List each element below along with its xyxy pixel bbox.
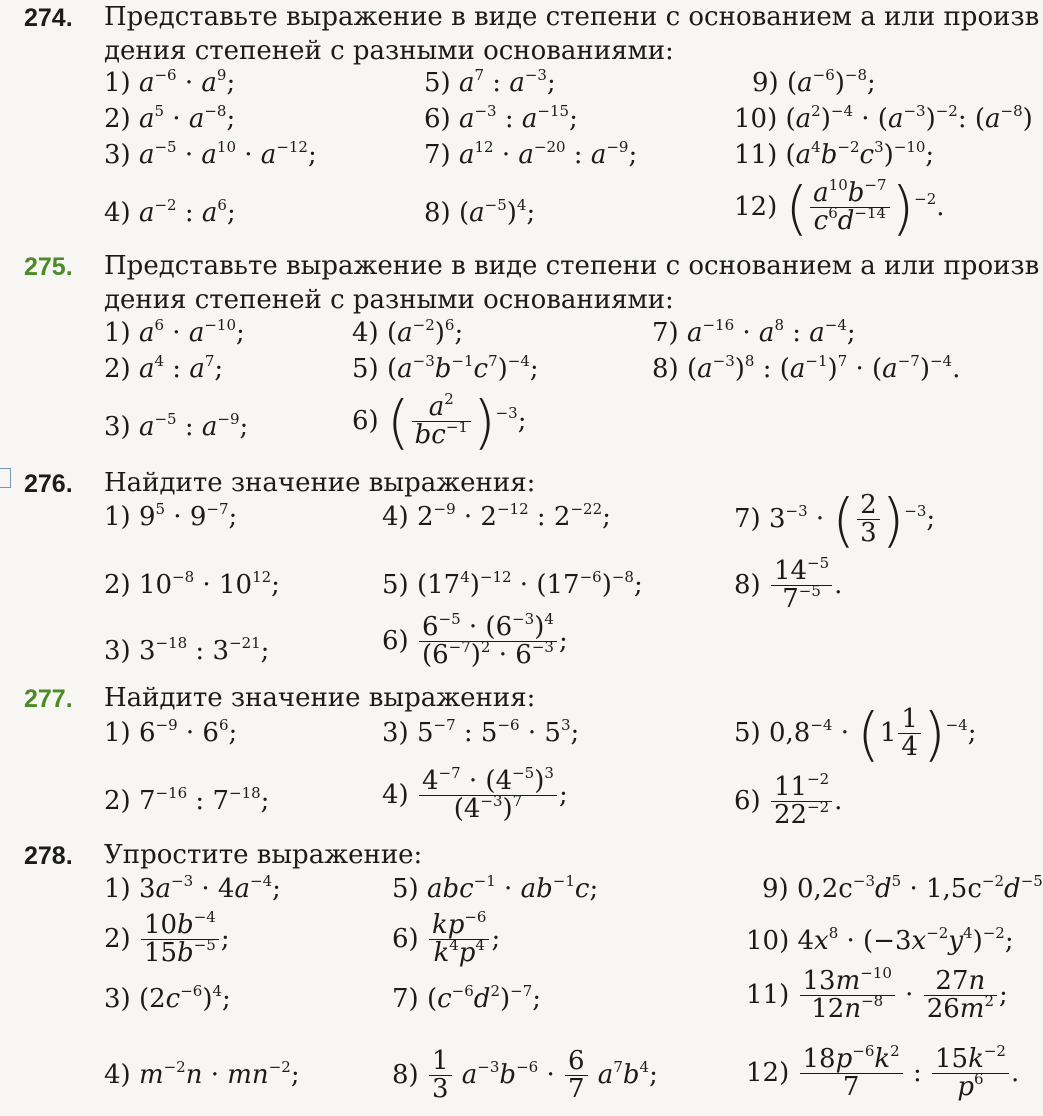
expr-278-4: 4) $m^{-2}n \cdot mn^{-2}$; <box>104 1058 300 1090</box>
expr-274-8: 8) $(a^{-5})^4$; <box>424 196 536 228</box>
problem-number-276: 276. <box>24 470 73 498</box>
problem-number-274: 274. <box>24 4 73 32</box>
problem-275-title-line1: Представьте выражение в виде степени с основанием a или произв <box>104 251 1040 281</box>
expr-275-8: 8) $(a^{-3})^8$ : $(a^{-1})^7 \cdot (a^{-7})^{-4}$. <box>652 352 961 384</box>
expr-275-3: 3) $a^{-5}$ : $a^{-9}$; <box>104 410 249 442</box>
expr-275-6: 6) ( $\frac{a^2}{bc^{-1}}$ )$^{-3}$; <box>352 387 527 456</box>
expr-274-11: 11) $(a^4b^{-2}c^3)^{-10}$; <box>734 138 935 170</box>
expr-278-10: 10) $4x^8 \cdot (-3x^{-2}y^4)^{-2}$; <box>746 924 1014 956</box>
expr-276-5: 5) $(17^4)^{-12} \cdot (17^{-6})^{-8}$; <box>382 568 643 600</box>
expr-276-3: 3) $3^{-18}$ : $3^{-21}$; <box>104 634 270 666</box>
problem-277-title: Найдите значение выражения: <box>104 683 536 713</box>
problem-274-title-line1: Представьте выражение в виде степени с основанием a или произв <box>104 2 1040 32</box>
expr-278-11: 11) $\frac{13m^{-10}}{12n^{-8}}$ · $\frac{27n}{26m^2}$ ; <box>746 964 1008 1025</box>
expr-277-3: 3) $5^{-7}$ : $5^{-6} \cdot 5^3$; <box>382 716 580 748</box>
problem-number-277: 277. <box>24 685 73 713</box>
expr-274-10: 10) $(a^2)^{-4} \cdot (a^{-3})^{-2}$: $(a^{-8})$ <box>734 102 1033 134</box>
expr-275-5: 5) $(a^{-3}b^{-1}c^7)^{-4}$; <box>352 352 539 384</box>
expr-274-3: 3) $a^{-5} \cdot a^{10} \cdot a^{-12}$; <box>104 138 317 170</box>
problem-276-title: Найдите значение выражения: <box>104 468 536 498</box>
expr-278-5: 5) $abc^{-1} \cdot ab^{-1}c$; <box>392 872 599 904</box>
expr-278-8: 8) $\frac{1}{3}$ $a^{-3}b^{-6}$ · $\frac{6}{7}$ $a^7b^4$; <box>392 1046 658 1105</box>
expr-274-5: 5) $a^7$ : $a^{-3}$; <box>424 66 556 98</box>
expr-276-6: 6) $\frac{6^{-5} \cdot (6^{-3})^4}{(6^{-7})^2 \cdot 6^{-3}}$ ; <box>382 610 568 671</box>
expr-278-9: 9) $0,2c^{-3}d^5 \cdot 1,5c^{-2}d^{-5}$ <box>762 872 1043 904</box>
problem-275-title-line2: дения степеней с разными основаниями: <box>104 285 674 315</box>
expr-278-3: 3) $(2c^{-6})^4$; <box>104 982 231 1014</box>
expr-278-12: 12) $\frac{18p^{-6}k^2}{7}$ : $\frac{15k^{-2}}{p^6}$ . <box>746 1042 1020 1103</box>
problem-278-title: Упростите выражение: <box>104 840 423 870</box>
expr-274-1: 1) $a^{-6} \cdot a^9$; <box>104 66 236 98</box>
expr-274-2: 2) $a^5 \cdot a^{-8}$; <box>104 102 236 134</box>
expr-276-2: 2) $10^{-8} \cdot 10^{12}$; <box>104 568 280 600</box>
problem-number-275: 275. <box>24 253 73 281</box>
expr-277-1: 1) $6^{-9} \cdot 6^6$; <box>104 716 238 748</box>
expr-278-2: 2) $\frac{10b^{-4}}{15b^{-5}}$ ; <box>104 908 230 969</box>
expr-275-1: 1) $a^6 \cdot a^{-10}$; <box>104 316 245 348</box>
expr-274-6: 6) $a^{-3}$ : $a^{-15}$; <box>424 102 578 134</box>
expr-277-5: 5) $0,8^{-4} \cdot (1$ $\frac{1}{4}$ )$^{-4}$; <box>734 699 977 768</box>
expr-274-7: 7) $a^{12} \cdot a^{-20}$ : $a^{-9}$; <box>424 138 638 170</box>
expr-278-7: 7) $(c^{-6}d^2)^{-7}$; <box>392 982 542 1014</box>
expr-274-4: 4) $a^{-2}$ : $a^6$; <box>104 196 236 228</box>
expr-276-1: 1) $9^5 \cdot 9^{-7}$; <box>104 500 238 532</box>
expr-274-9: 9) $(a^{-6})^{-8}$; <box>752 66 876 98</box>
expr-275-2: 2) $a^4$ : $a^7$; <box>104 352 224 384</box>
problem-274-title-line2: дения степеней с разными основаниями: <box>104 36 674 66</box>
expr-276-8: 8) $\frac{14^{-5}}{7^{-5}}$ . <box>734 554 843 615</box>
expr-277-4: 4) $\frac{4^{-7} \cdot (4^{-5})^3}{(4^{-3})^7}$ ; <box>382 764 568 825</box>
expr-277-6: 6) $\frac{11^{-2}}{22^{-2}}$ . <box>734 770 843 831</box>
expr-278-6: 6) $\frac{kp^{-6}}{k^4p^4}$ ; <box>392 908 501 969</box>
expr-275-7: 7) $a^{-16} \cdot a^8$ : $a^{-4}$; <box>652 316 856 348</box>
expr-276-4: 4) $2^{-9} \cdot 2^{-12}$ : $2^{-22}$; <box>382 500 611 532</box>
expr-277-2: 2) $7^{-16}$ : $7^{-18}$; <box>104 784 270 816</box>
margin-marker <box>0 468 11 488</box>
expr-275-4: 4) $(a^{-2})^6$; <box>352 316 464 348</box>
expr-274-12: 12) ( $\frac{a^{10}b^{-7}}{c^6d^{-14}}$ )$^{-2}$. <box>734 173 945 242</box>
problem-number-278: 278. <box>24 842 73 870</box>
expr-276-7: 7) $3^{-3}$ · ( $\frac{2}{3}$ )$^{-3}$; <box>734 485 936 554</box>
expr-278-1: 1) $3a^{-3} \cdot 4a^{-4}$; <box>104 872 281 904</box>
